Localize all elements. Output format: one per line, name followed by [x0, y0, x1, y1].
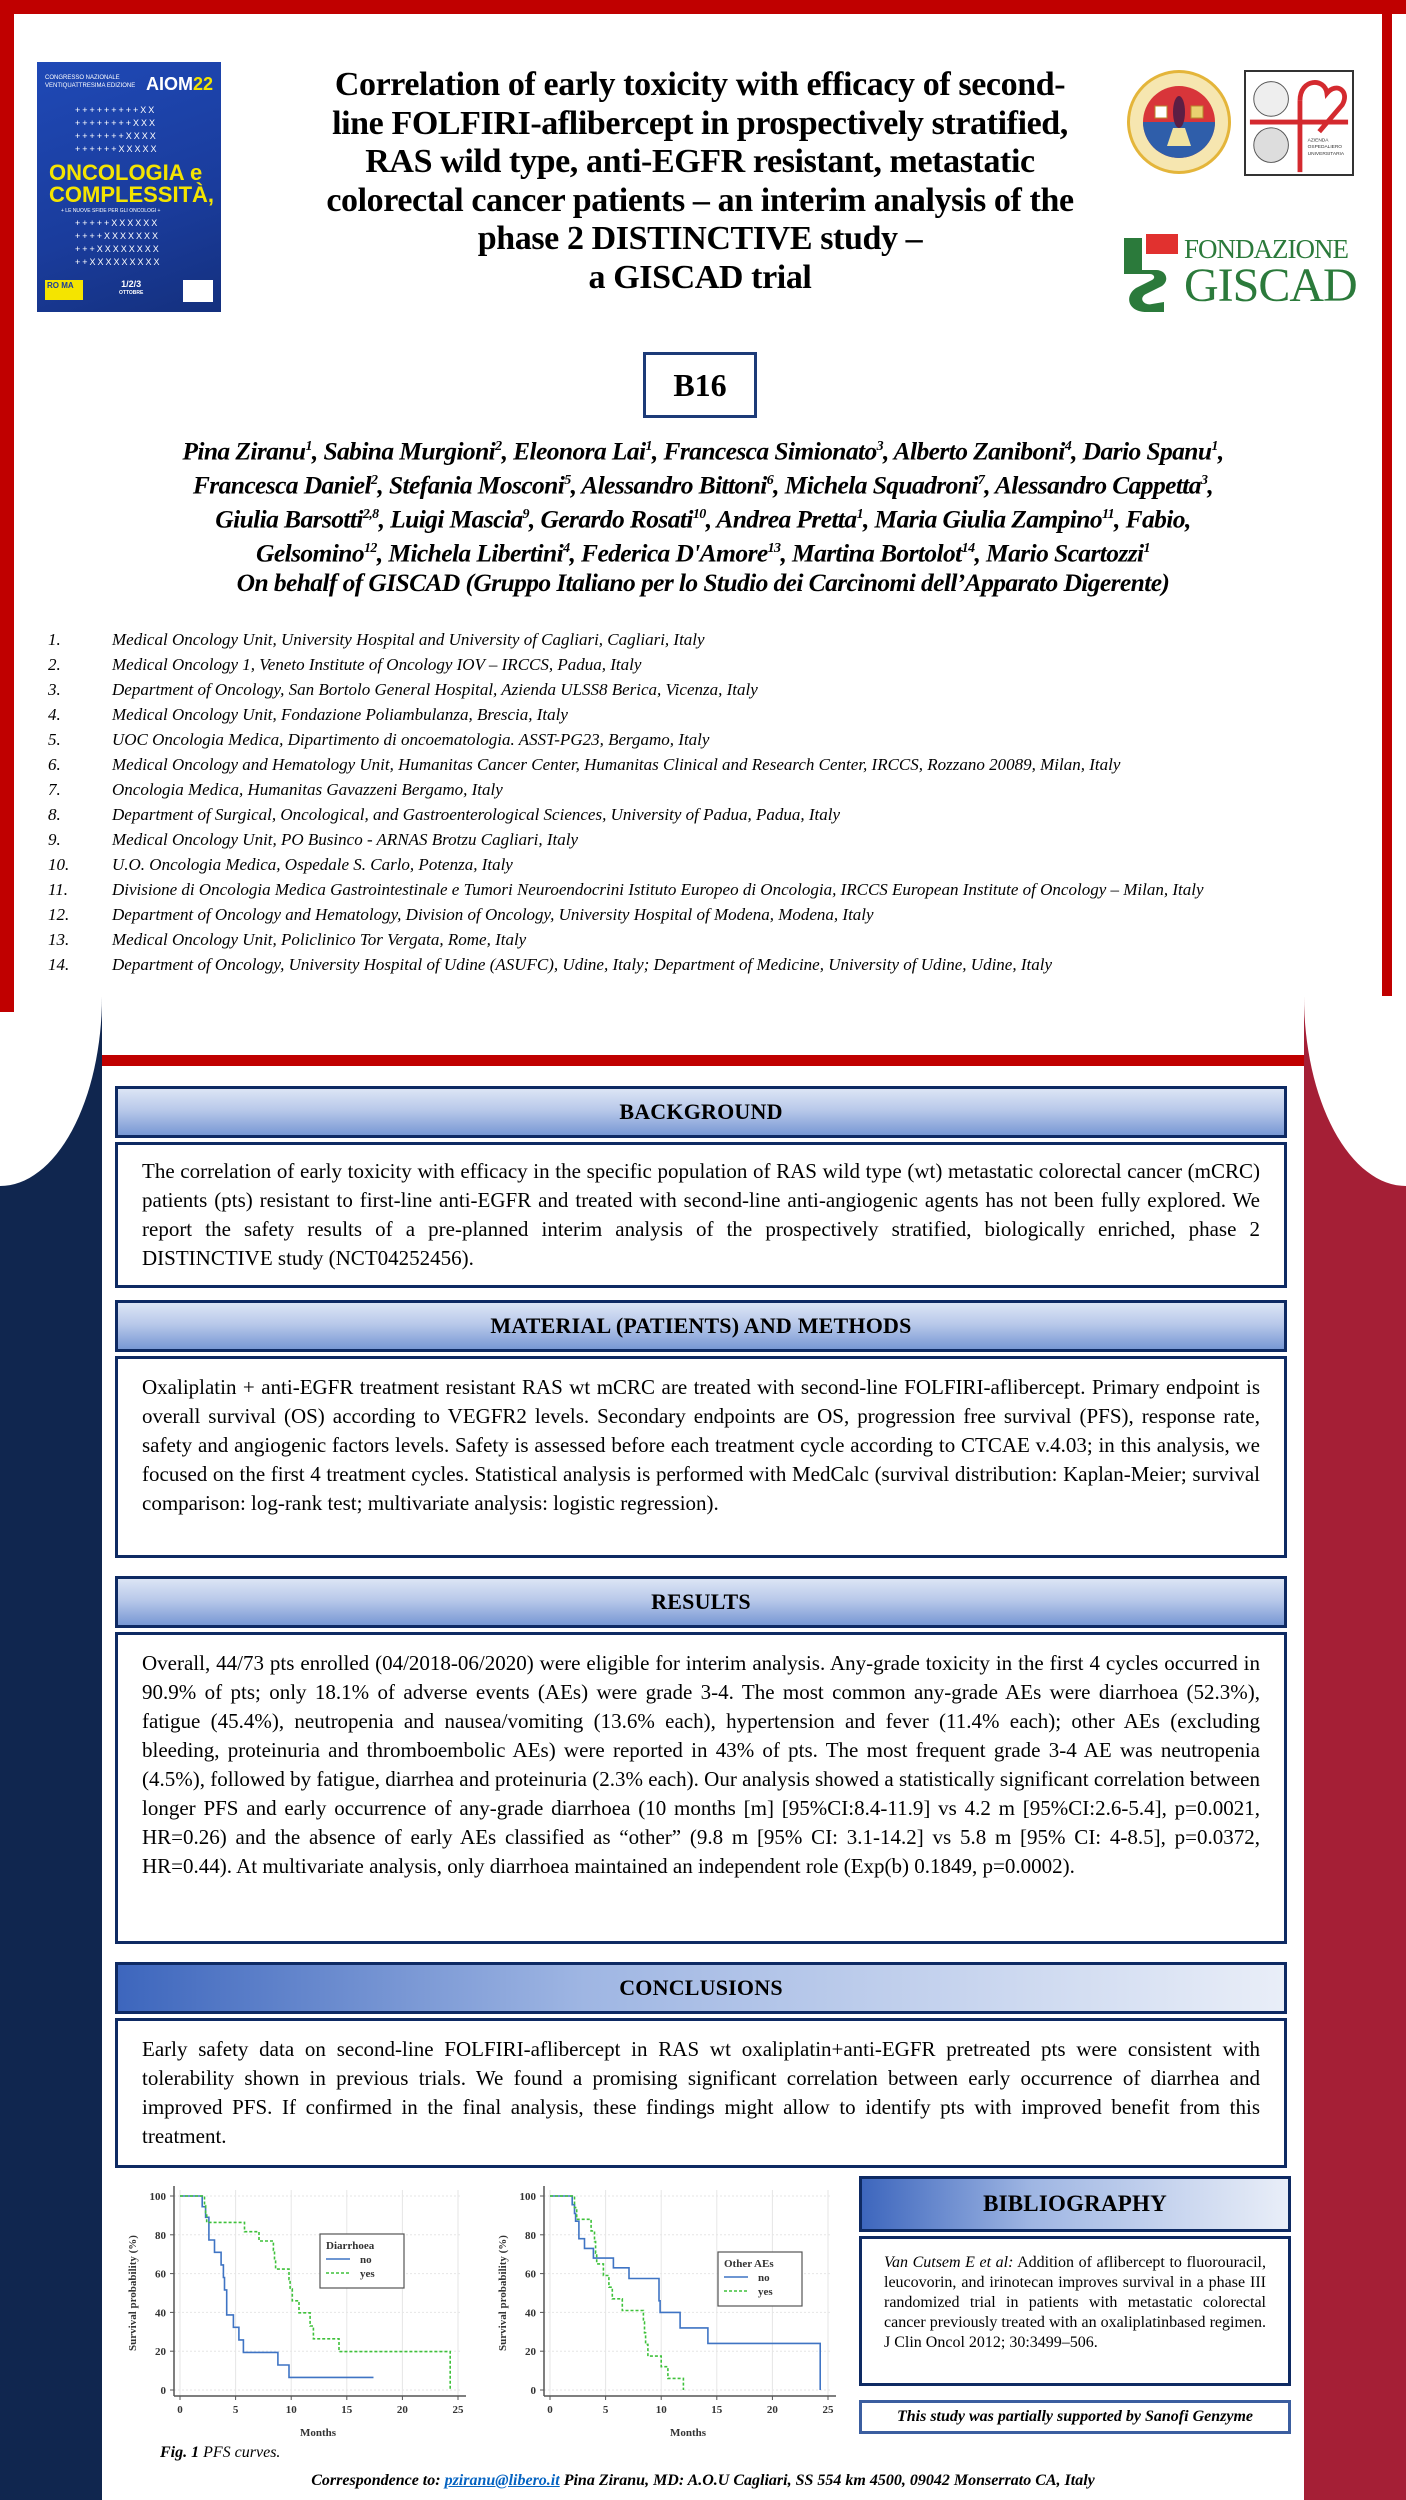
- affiliation-item: [48, 677, 1348, 702]
- affiliation-item: [48, 727, 1348, 752]
- affiliation-number: 10.: [48, 855, 70, 874]
- x-tick-label: 5: [602, 2404, 609, 2416]
- author-name: Giulia Barsotti: [215, 504, 363, 534]
- legend-label-yes: yes: [758, 2286, 773, 2298]
- km-series-yes: [180, 2196, 450, 2390]
- km-series-yes: [550, 2196, 683, 2390]
- y-tick-label: 60: [525, 2268, 536, 2281]
- x-tick-label: 20: [396, 2404, 408, 2416]
- y-tick-label: 60: [155, 2268, 166, 2281]
- affiliation-number: 14.: [48, 955, 70, 974]
- y-axis-label: Survival probability (%): [127, 2235, 139, 2351]
- author-name: Sabina Murgioni: [323, 436, 496, 466]
- aiom-tagline: + LE NUOVE SFIDE PER GLI ONCOLOGI +: [61, 208, 161, 214]
- author-affiliation-sup: 1: [1211, 439, 1218, 454]
- section-heading: BACKGROUND: [115, 1086, 1287, 1138]
- giscad-line1: FONDAZIONE: [1184, 234, 1348, 264]
- bibliography-section: [859, 2176, 1291, 2386]
- affiliation-item: [48, 852, 1348, 877]
- author-name: Gerardo Rosati: [540, 504, 693, 534]
- legend-label-no: no: [360, 2254, 372, 2266]
- title-line: Correlation of early toxicity with efficacy of second-: [334, 66, 1066, 103]
- y-axis-label: Survival probability (%): [497, 2235, 509, 2351]
- author-affiliation-sup: 11: [1102, 507, 1115, 522]
- author-line: Gelsomino$^{12}$, Michela Libertini$^4$, Federica D'Amore$^{13}$, Martina Bortolot$^{14}$, Mario Scartozzi$^1$: [256, 538, 1150, 568]
- abstract-code-badge: B16: [643, 352, 757, 418]
- affiliation-text: Department of Oncology, San Bortolo General Hospital, Azienda ULSS8 Berica, Vicenza, Italy: [112, 680, 758, 699]
- svg-text:UNIVERSITARIA: UNIVERSITARIA: [1307, 151, 1345, 157]
- author-name: Fabio: [1125, 504, 1185, 534]
- affiliation-text: U.O. Oncologia Medica, Ospedale S. Carlo, Potenza, Italy: [112, 855, 513, 874]
- correspondence-label: Correspondence to:: [311, 2472, 445, 2489]
- section-body: Overall, 44/73 pts enrolled (04/2018-06/2020) were eligible for interim analysis. Any-grade toxicity in the first 4 cycles occurred in 90.9% of pts; only 18.1% of adverse events (AEs) were grade 3-4. The most common any-grade AEs were diarrhoea (52.3%), fatigue (45.4%), neutropenia and nausea/vomiting (13.6% each), hypertension and fever (11.4% each); other AEs (excluding bleeding, proteinuria and thromboembolic AEs) were reported in 43% of pts. The most frequent grade 3-4 AE was neutropenia (4.5%), followed by fatigue, diarrhea and proteinuria (2.3% each). Our analysis showed a statistically significant correlation between longer PFS and early occurrence of any-grade diarrhoea (10 months [m] [95%CI:8.4-11.9] vs 4.2 m [95%CI:2.6-5.4], p=0.0021, HR=0.26) and the absence of early AEs classified as “other” (9.8 m [95% CI: 3.1-14.2] vs 5.8 m [95% CI: 4-8.5], p=0.0372, HR=0.44). At multivariate analysis, only diarrhoea maintained an independent role (Exp(b) 0.1849, p=0.0002).: [115, 1632, 1287, 1944]
- author-affiliation-sup: 12: [364, 541, 377, 556]
- title-line: a GISCAD trial: [588, 258, 812, 296]
- title-line: colorectal cancer patients – an interim analysis of the: [326, 181, 1074, 219]
- author-affiliation-sup: 1: [856, 507, 863, 522]
- author-name: Mario Scartozzi: [986, 538, 1144, 568]
- x-tick-label: 5: [232, 2404, 239, 2416]
- affiliation-number: 3.: [48, 680, 61, 699]
- km-chart-diarrhoea-svg: [110, 2170, 480, 2442]
- aiom-year: 22: [192, 74, 213, 94]
- aiom-dates: [119, 280, 143, 298]
- y-tick-label: 40: [525, 2307, 536, 2320]
- author-affiliation-sup: 6: [766, 473, 774, 488]
- affiliation-text: Medical Oncology Unit, Fondazione Poliambulanza, Brescia, Italy: [112, 705, 568, 724]
- legend-title: Other AEs: [724, 2258, 774, 2270]
- author-affiliation-sup: 5: [564, 473, 571, 488]
- affiliation-list: [48, 627, 1348, 977]
- author-name: Luigi Mascia: [390, 504, 523, 534]
- affiliation-item: [48, 802, 1348, 827]
- aou-cagliari-logo: [1244, 70, 1354, 176]
- author-affiliation-sup: 10: [692, 507, 706, 522]
- bibliography-authors: Van Cutsem E et al:: [884, 2254, 1014, 2271]
- author-name: Eleonora Lai: [513, 436, 646, 466]
- affiliation-text: Department of Surgical, Oncological, and Gastroenterological Sciences, University of Padua, Padua, Italy: [112, 805, 841, 824]
- affiliation-item: [48, 652, 1348, 677]
- x-tick-label: 25: [452, 2404, 464, 2416]
- aiom-congress-label: [45, 74, 135, 90]
- author-affiliation-sup: 7: [977, 473, 985, 488]
- author-name: Michela Squadroni: [784, 470, 978, 500]
- x-tick-label: 20: [766, 2404, 778, 2416]
- affiliation-text: Medical Oncology 1, Veneto Institute of Oncology IOV – IRCCS, Padua, Italy: [112, 655, 642, 674]
- author-affiliation-sup: 4: [563, 541, 570, 556]
- red-frame-left: [0, 0, 14, 1012]
- giscad-line2: GISCAD: [1184, 259, 1357, 312]
- author-affiliation-sup: 1: [645, 439, 652, 454]
- affiliation-number: 9.: [48, 830, 61, 849]
- author-affiliation-sup: 9: [522, 507, 529, 522]
- section-body: The correlation of early toxicity with efficacy in the specific population of RAS wild type (wt) metastatic colorectal cancer (mCRC) patients (pts) resistant to first-line anti-EGFR and treated with second-line anti-angiogenic agents has not been fully explored. We report the safety results of a pre-planned interim analysis of the prospectively stratified, biologically enriched, phase 2 DISTINCTIVE study (NCT04252456).: [115, 1142, 1287, 1288]
- x-tick-label: 0: [547, 2404, 553, 2416]
- affiliation-text: Medical Oncology Unit, University Hospital and University of Cagliari, Cagliari, Italy: [112, 630, 705, 649]
- aiom-pattern-row: ++++XXXXXXX: [75, 231, 161, 241]
- figure-caption-text: PFS curves.: [199, 2444, 281, 2461]
- author-name: Francesca Daniel: [192, 470, 371, 500]
- aiom-small-logo: [183, 280, 213, 302]
- poster-title: [260, 66, 1140, 297]
- author-line: Pina Ziranu$^1$, Sabina Murgioni$^2$, Eleonora Lai$^1$, Francesca Simionato$^3$, Alberto Zaniboni$^4$, Dario Spanu$^1$,: [182, 436, 1224, 466]
- author-name: Stefania Mosconi: [388, 470, 565, 500]
- x-tick-label: 10: [655, 2404, 667, 2416]
- title-line: phase 2 DISTINCTIVE study –: [477, 220, 923, 257]
- aiom-headline: [49, 162, 214, 206]
- author-name: Michela Libertini: [388, 538, 564, 568]
- aiom-pattern-top: [75, 104, 159, 156]
- bibliography-reference: Addition of aflibercept to fluorouracil, leucovorin, and irinotecan improves survival in a phase III randomized trial in patients with metastatic colorectal cancer previously treated with an oxaliplatinbased regimen. J Clin Oncol 2012; 30:3499–506.: [884, 2254, 1266, 2351]
- author-name: Pina Ziranu: [182, 436, 306, 466]
- affiliation-text: Medical Oncology Unit, PO Businco - ARNAS Brotzu Cagliari, Italy: [112, 830, 579, 849]
- affiliation-number: 11.: [48, 880, 68, 899]
- aiom-month: OTTOBRE: [119, 290, 144, 296]
- author-line: Giulia Barsotti$^{2,8}$, Luigi Mascia$^9$, Gerardo Rosati$^{10}$, Andrea Pretta$^1$, Maria Giulia Zampino$^{11}$, Fabio,: [215, 504, 1191, 534]
- conclusions-section: [115, 1962, 1287, 2168]
- author-affiliation-sup: 13: [767, 541, 781, 556]
- author-affiliation-sup: 3: [876, 439, 884, 454]
- author-name: Gelsomino: [256, 538, 364, 568]
- aiom-pattern-row: +++++++XXXX: [75, 131, 158, 141]
- methods-section: [115, 1300, 1287, 1558]
- author-name: Martina Bortolot: [792, 538, 962, 568]
- y-tick-label: 20: [525, 2346, 536, 2359]
- aiom-pattern-row: +++++++++XX: [75, 105, 157, 115]
- affiliation-item: [48, 702, 1348, 727]
- affiliation-number: 8.: [48, 805, 61, 824]
- affiliation-text: UOC Oncologia Medica, Dipartimento di oncoematologia. ASST-PG23, Bergamo, Italy: [112, 730, 710, 749]
- author-affiliation-sup: 2: [495, 439, 502, 454]
- crimson-side-band: [1304, 996, 1406, 2500]
- y-tick-label: 80: [155, 2229, 166, 2242]
- y-tick-label: 0: [160, 2385, 166, 2397]
- on-behalf-of-giscad: On behalf of GISCAD (Gruppo Italiano per lo Studio dei Carcinomi dell’Apparato Digerente): [236, 568, 1170, 597]
- x-tick-label: 10: [285, 2404, 297, 2416]
- x-tick-label: 0: [177, 2404, 183, 2416]
- aiom-pattern-row: ++XXXXXXXXX: [75, 257, 162, 267]
- x-axis-label: Months: [299, 2427, 337, 2439]
- title-line: line FOLFIRI-aflibercept in prospectively stratified,: [332, 104, 1068, 142]
- affiliation-item: [48, 927, 1348, 952]
- y-tick-label: 20: [155, 2346, 166, 2359]
- author-name: Andrea Pretta: [716, 504, 857, 534]
- section-body: Oxaliplatin + anti-EGFR treatment resistant RAS wt mCRC are treated with second-line FOLFIRI-aflibercept. Primary endpoint is overall survival (OS) according to VEGFR2 levels. Secondary endpoints are OS, progression free survival (PFS), response rate, safety and angiogenic factors levels. Safety is assessed before each treatment cycle according to CTCAE v.4.03; in this analysis, we focused on the first 4 treatment cycles. Statistical analysis is performed with MedCalc (survival distribution: Kaplan-Meier; survival comparison: log-rank test; multivariate analysis: logistic regression).: [115, 1356, 1287, 1558]
- affiliation-number: 12.: [48, 905, 70, 924]
- aiom-pattern-row: +++++XXXXXX: [75, 218, 160, 228]
- author-list: [40, 432, 1366, 598]
- affiliation-item: [48, 777, 1348, 802]
- aiom-pattern-row: ++++++++XXX: [75, 118, 158, 128]
- km-chart-other-aes-svg: [480, 2170, 850, 2442]
- aiom-edition-text: VENTIQUATTRESIMA EDIZIONE: [45, 83, 136, 89]
- legend-title: Diarrhoea: [326, 2240, 375, 2252]
- section-heading: RESULTS: [115, 1576, 1287, 1628]
- affiliation-text: Oncologia Medica, Humanitas Gavazzeni Bergamo, Italy: [112, 780, 503, 799]
- background-section: [115, 1086, 1287, 1288]
- fondazione-giscad-logo: [1122, 230, 1357, 314]
- aiom-name: AIOM: [145, 74, 193, 94]
- affiliation-item: [48, 952, 1348, 977]
- author-affiliation-sup: 1: [305, 439, 312, 454]
- affiliation-number: 5.: [48, 730, 61, 749]
- affiliation-text: Department of Oncology and Hematology, Division of Oncology, University Hospital of Modena, Modena, Italy: [112, 905, 874, 924]
- x-tick-label: 15: [341, 2404, 353, 2416]
- author-affiliation-sup: 1: [1143, 541, 1150, 556]
- y-tick-label: 100: [149, 2191, 166, 2203]
- x-axis-label: Months: [669, 2427, 707, 2439]
- author-affiliation-sup: 2: [370, 473, 378, 488]
- figure-label: Fig. 1: [160, 2444, 200, 2461]
- affiliation-number: 1.: [48, 630, 61, 649]
- red-divider-rule: [102, 1055, 1304, 1066]
- aiom-headline-2: COMPLESSITÀ,: [49, 182, 215, 207]
- author-name: Maria Giulia Zampino: [874, 504, 1102, 534]
- author-name: Alessandro Cappetta: [994, 470, 1201, 500]
- y-tick-label: 40: [155, 2307, 166, 2320]
- legend-label-no: no: [758, 2272, 770, 2284]
- navy-side-band: [0, 996, 102, 2500]
- y-tick-label: 0: [530, 2385, 536, 2397]
- aiom-pattern-row: ++++++XXXXX: [75, 144, 159, 154]
- affiliation-item: [48, 902, 1348, 927]
- svg-text:OSPEDALIERO: OSPEDALIERO: [1307, 145, 1343, 151]
- affiliation-number: 2.: [48, 655, 61, 674]
- aiom22-congress-logo: [37, 62, 221, 312]
- km-chart-other-aes: [480, 2170, 850, 2442]
- section-body: Early safety data on second-line FOLFIRI-aflibercept in RAS wt oxaliplatin+anti-EGFR pretreated pts were consistent with tolerability shown in previous trials. We found a promising significant correlation between early occurrence of diarrhea and improved PFS. If confirmed in the final analysis, these findings might allow to identify pts with improved benefit from this treatment.: [115, 2018, 1287, 2168]
- aiom-pattern-bottom: [75, 217, 162, 269]
- author-name: Federica D'Amore: [581, 538, 768, 568]
- affiliation-text: Medical Oncology and Hematology Unit, Humanitas Cancer Center, Humanitas Clinical and Research Center, IRCCS, Rozzano 20089, Milan, Italy: [112, 755, 1121, 774]
- author-name: Alessandro Bittoni: [581, 470, 767, 500]
- legend-label-yes: yes: [360, 2268, 375, 2280]
- red-frame-right: [1382, 0, 1392, 996]
- results-section: [115, 1576, 1287, 1944]
- aiom-headline-1: ONCOLOGIA e: [49, 160, 203, 185]
- section-body: [859, 2236, 1291, 2386]
- svg-text:AZIENDA: AZIENDA: [1307, 138, 1329, 144]
- y-tick-label: 80: [525, 2229, 536, 2242]
- aiom-days: 1/2/3: [121, 279, 142, 289]
- aiom-wordmark: [146, 74, 213, 95]
- affiliation-text: Department of Oncology, University Hospital of Udine (ASUFC), Udine, Italy; Department of Medicine, University of Udine, Udine, Italy: [112, 955, 1052, 974]
- affiliation-number: 6.: [48, 755, 61, 774]
- university-cagliari-seal-logo: [1125, 68, 1233, 176]
- affiliation-number: 7.: [48, 780, 61, 799]
- section-heading: BIBLIOGRAPHY: [859, 2176, 1291, 2232]
- x-tick-label: 15: [711, 2404, 723, 2416]
- author-affiliation-sup: 14: [961, 541, 975, 556]
- author-line: Francesca Daniel$^2$, Stefania Mosconi$^5$, Alessandro Bittoni$^6$, Michela Squadroni$^7$, Alessandro Cappetta$^3$,: [192, 470, 1214, 500]
- title-line: RAS wild type, anti-EGFR resistant, metastatic: [365, 143, 1035, 180]
- author-affiliation-sup: 3: [1200, 473, 1208, 488]
- aiom-city: RO MA: [45, 280, 83, 300]
- author-name: Dario Spanu: [1082, 436, 1212, 466]
- section-heading: MATERIAL (PATIENTS) AND METHODS: [115, 1300, 1287, 1352]
- giscad-emblem-icon: [1122, 230, 1182, 314]
- correspondence-details: Pina Ziranu, MD: A.O.U Cagliari, SS 554 km 4500, 09042 Monserrato CA, Italy: [559, 2472, 1095, 2489]
- author-name: Alberto Zaniboni: [893, 436, 1065, 466]
- correspondence-email-link[interactable]: pziranu@libero.it: [444, 2472, 560, 2489]
- affiliation-item: [48, 627, 1348, 652]
- aiom-pattern-row: +++XXXXXXXX: [75, 244, 161, 254]
- x-tick-label: 25: [822, 2404, 834, 2416]
- correspondence-line: [102, 2472, 1304, 2490]
- affiliation-text: Medical Oncology Unit, Policlinico Tor Vergata, Rome, Italy: [112, 930, 527, 949]
- red-frame-top: [0, 0, 1406, 14]
- figure-caption: [160, 2444, 280, 2462]
- author-name: Francesca Simionato: [663, 436, 877, 466]
- affiliation-number: 13.: [48, 930, 70, 949]
- affiliation-item: [48, 877, 1348, 902]
- km-chart-diarrhoea: [110, 2170, 480, 2442]
- sponsor-note: This study was partially supported by Sanofi Genzyme: [859, 2400, 1291, 2434]
- author-affiliation-sup: 4: [1064, 439, 1072, 454]
- section-heading: CONCLUSIONS: [115, 1962, 1287, 2014]
- affiliation-text: Divisione di Oncologia Medica Gastrointestinale e Tumori Neuroendocrini Istituto Europeo di Oncologia, IRCCS European Institute of Oncology – Milan, Italy: [112, 880, 1204, 899]
- author-affiliation-sup: 2,8: [362, 507, 379, 522]
- affiliation-item: [48, 752, 1348, 777]
- y-tick-label: 100: [519, 2191, 536, 2203]
- affiliation-number: 4.: [48, 705, 61, 724]
- affiliation-item: [48, 827, 1348, 852]
- aiom-congress-text: CONGRESSO NAZIONALE: [45, 75, 120, 81]
